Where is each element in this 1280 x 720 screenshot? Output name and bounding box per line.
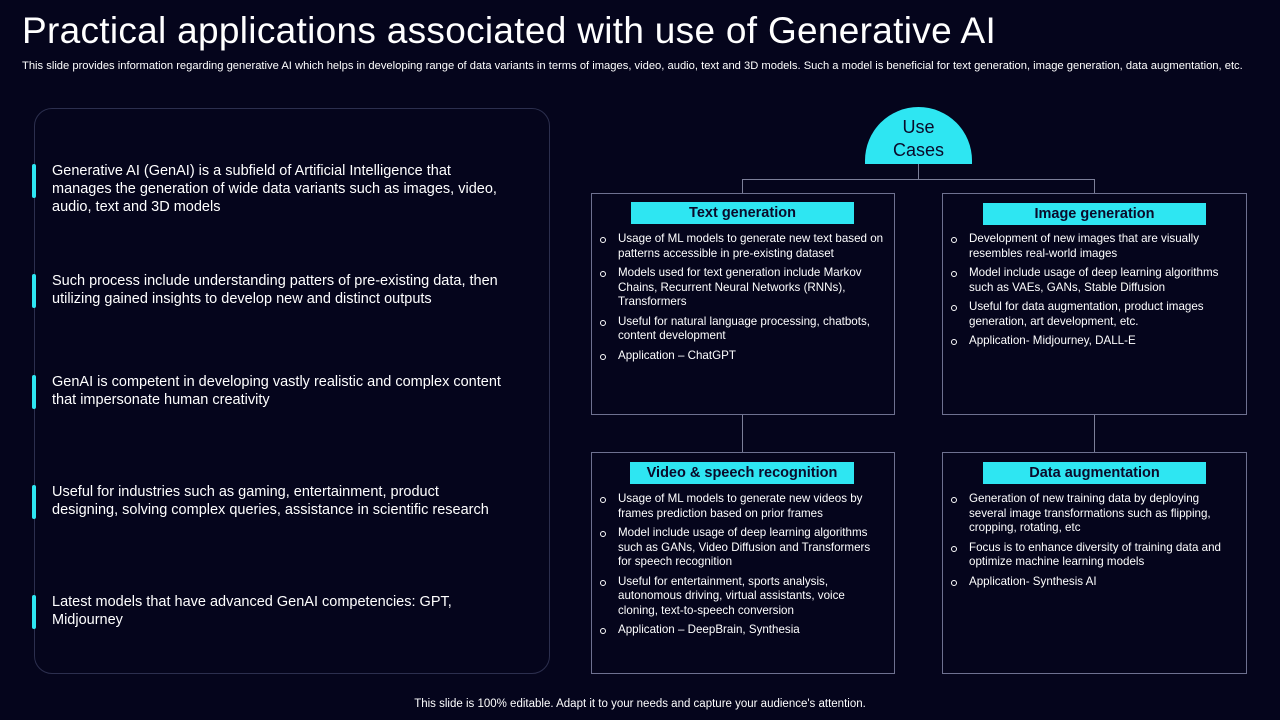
slide-subtitle: This slide provides information regarding generative AI which helps in developing range of data variants in terms of images, video, audio, text and 3D models. Such a model is beneficial for text generation, image generation, data augmentation, etc. [22, 60, 1243, 72]
slide-title: Practical applications associated with use of Generative AI [22, 10, 997, 51]
list-item: Application- Synthesis AI [951, 575, 1236, 590]
overview-point-text: Latest models that have advanced GenAI competencies: GPT, Midjourney [52, 594, 452, 628]
list-item: Application – ChatGPT [600, 349, 884, 364]
list-item: Useful for entertainment, sports analysis, autonomous driving, virtual assistants, voice cloning, text-to-speech conversion [600, 575, 884, 619]
list-item: Focus is to enhance diversity of training data and optimize machine learning models [951, 541, 1236, 570]
list-item: Application – DeepBrain, Synthesia [600, 623, 884, 638]
overview-point-text: Generative AI (GenAI) is a subfield of Artificial Intelligence that manages the generation of wide data variants such as images, video, audio, text and 3D models [52, 163, 497, 215]
box-list [600, 492, 884, 643]
overview-point-text: Such process include understanding patters of pre-existing data, then utilizing gained insights to develop new and distinct outputs [52, 273, 498, 307]
box-title: Image generation [983, 203, 1206, 225]
footer-note: This slide is 100% editable. Adapt it to your needs and capture your audience's attention. [414, 698, 866, 710]
accent-bar [32, 274, 36, 308]
accent-bar [32, 595, 36, 629]
use-cases-tab [865, 107, 972, 164]
box-list [951, 492, 1236, 594]
connector-line [742, 179, 1095, 180]
connector-line [742, 179, 743, 193]
connector-line [742, 414, 743, 452]
video-speech-box [591, 452, 895, 674]
list-item: Models used for text generation include Markov Chains, Recurrent Neural Networks (RNNs), Transformers [600, 266, 884, 310]
image-generation-box [942, 193, 1247, 415]
box-title: Video & speech recognition [630, 462, 854, 484]
list-item: Generation of new training data by deploying several image transformations such as flipping, cropping, rotating, etc [951, 492, 1236, 536]
list-item: Application- Midjourney, DALL-E [951, 334, 1236, 349]
box-list [600, 232, 884, 368]
list-item: Development of new images that are visually resembles real-world images [951, 232, 1236, 261]
list-item: Model include usage of deep learning algorithms such as GANs, Video Diffusion and Transformers for speech recognition [600, 526, 884, 570]
text-generation-box [591, 193, 895, 415]
list-item: Usage of ML models to generate new text based on patterns accessible in pre-existing dataset [600, 232, 884, 261]
box-title: Data augmentation [983, 462, 1206, 484]
use-cases-label: Use Cases [892, 116, 945, 160]
overview-point-text: Useful for industries such as gaming, entertainment, product designing, solving complex queries, assistance in scientific research [52, 484, 489, 518]
connector-line [918, 164, 919, 179]
box-list [951, 232, 1236, 354]
accent-bar [32, 375, 36, 409]
connector-line [1094, 414, 1095, 452]
accent-bar [32, 164, 36, 198]
list-item: Useful for natural language processing, chatbots, content development [600, 315, 884, 344]
list-item: Useful for data augmentation, product images generation, art development, etc. [951, 300, 1236, 329]
box-title: Text generation [631, 202, 854, 224]
data-augmentation-box [942, 452, 1247, 674]
list-item: Usage of ML models to generate new videos by frames prediction based on prior frames [600, 492, 884, 521]
list-item: Model include usage of deep learning algorithms such as VAEs, GANs, Stable Diffusion [951, 266, 1236, 295]
accent-bar [32, 485, 36, 519]
overview-point-text: GenAI is competent in developing vastly realistic and complex content that impersonate human creativity [52, 374, 501, 408]
overview-panel [34, 108, 550, 674]
connector-line [1094, 179, 1095, 193]
